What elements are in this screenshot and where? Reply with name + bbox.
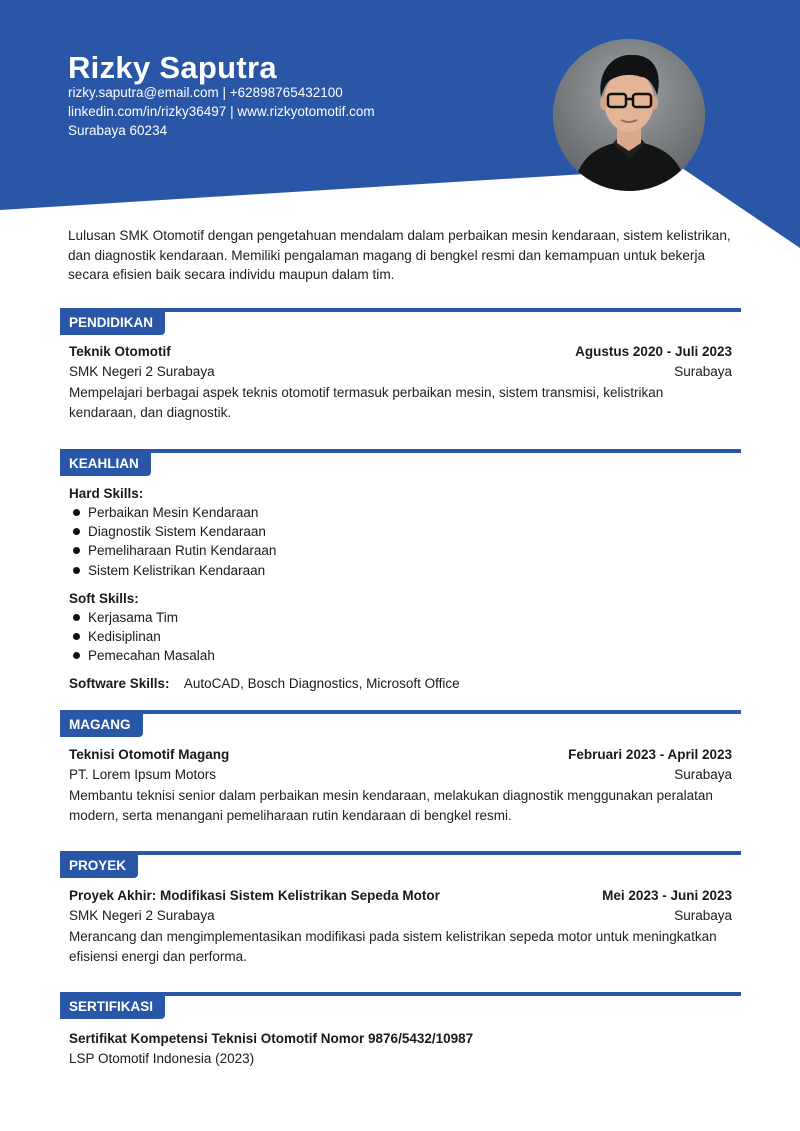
section-title: PENDIDIKAN <box>60 308 165 335</box>
candidate-name: Rizky Saputra <box>68 50 277 85</box>
contact-email-phone: rizky.saputra@email.com | +62898765432100 <box>68 85 343 100</box>
section-divider <box>60 851 741 855</box>
section-certifications <box>60 992 741 1068</box>
section-title: SERTIFIKASI <box>60 992 165 1019</box>
education-description: Mempelajari berbagai aspek teknis otomotif termasuk perbaikan mesin, sistem transmisi, kelistrikan kendaraan, dan diagnostik. <box>69 385 664 420</box>
project-entry <box>60 886 741 966</box>
project-description: Merancang dan mengimplementasikan modifikasi pada sistem kelistrikan sepeda motor untuk meningkatkan efisiensi energi dan performa. <box>69 929 717 964</box>
section-header <box>60 308 741 338</box>
list-item: Perbaikan Mesin Kendaraan <box>69 503 741 522</box>
certification-name: Sertifikat Kompetensi Teknisi Otomotif Nomor 9876/5432/10987 <box>69 1031 474 1046</box>
section-header <box>60 992 741 1022</box>
education-school: SMK Negeri 2 Surabaya <box>69 363 215 379</box>
internship-entry <box>60 745 741 825</box>
certification-entry <box>60 1029 741 1068</box>
list-item: Pemecahan Masalah <box>69 646 741 665</box>
list-item: Diagnostik Sistem Kendaraan <box>69 522 741 541</box>
section-internship <box>60 710 741 825</box>
internship-description: Membantu teknisi senior dalam perbaikan mesin kendaraan, melakukan diagnostik menggunakan peralatan modern, serta menangani pemeliharaan rutin kendaraan di bengkel resmi. <box>69 788 713 823</box>
list-item: Sistem Kelistrikan Kendaraan <box>69 561 741 580</box>
section-projects <box>60 851 741 966</box>
project-location: Surabaya <box>674 907 732 923</box>
education-degree: Teknik Otomotif <box>69 344 171 359</box>
section-skills <box>60 449 741 693</box>
hard-skills-list <box>60 503 741 580</box>
section-education <box>60 308 741 422</box>
section-divider <box>60 710 741 714</box>
section-title: KEAHLIAN <box>60 449 151 476</box>
hard-skills-title: Hard Skills: <box>69 486 144 501</box>
soft-skills-title: Soft Skills: <box>69 590 139 606</box>
contact-address: Surabaya 60234 <box>68 123 168 138</box>
software-skills-title: Software Skills: <box>69 676 170 692</box>
internship-dates: Februari 2023 - April 2023 <box>568 747 732 762</box>
section-divider <box>60 449 741 453</box>
list-item: Kedisiplinan <box>69 627 741 646</box>
list-item: Pemeliharaan Rutin Kendaraan <box>69 541 741 560</box>
section-header <box>60 851 741 881</box>
education-location: Surabaya <box>674 363 732 379</box>
software-skills <box>60 674 741 693</box>
section-header <box>60 449 741 479</box>
internship-company: PT. Lorem Ipsum Motors <box>69 766 217 782</box>
internship-location: Surabaya <box>674 766 732 782</box>
section-title: MAGANG <box>60 710 143 737</box>
education-dates: Agustus 2020 - Juli 2023 <box>575 344 732 359</box>
software-skills-list: AutoCAD, Bosch Diagnostics, Microsoft Office <box>183 676 460 692</box>
project-dates: Mei 2023 - Juni 2023 <box>602 888 732 903</box>
project-organization: SMK Negeri 2 Surabaya <box>69 907 215 923</box>
contact-linkedin-website: linkedin.com/in/rizky36497 | www.rizkyotomotif.com <box>68 104 375 119</box>
education-entry <box>60 342 741 422</box>
profile-photo <box>553 39 705 191</box>
certification-issuer: LSP Otomotif Indonesia (2023) <box>69 1050 255 1066</box>
project-name: Proyek Akhir: Modifikasi Sistem Kelistrikan Sepeda Motor <box>69 888 440 903</box>
section-header <box>60 710 741 740</box>
internship-role: Teknisi Otomotif Magang <box>69 747 230 762</box>
profile-summary: Lulusan SMK Otomotif dengan pengetahuan mendalam dalam perbaikan mesin kendaraan, sistem kelistrikan, dan diagnostik kendaraan. Memiliki pengalaman magang di bengkel resmi dan kemampuan untuk bekerja secara efisien baik secara individu maupun dalam tim. <box>68 228 731 282</box>
skills-body <box>60 484 741 693</box>
section-title: PROYEK <box>60 851 138 878</box>
list-item: Kerjasama Tim <box>69 608 741 627</box>
soft-skills-list <box>60 608 741 666</box>
